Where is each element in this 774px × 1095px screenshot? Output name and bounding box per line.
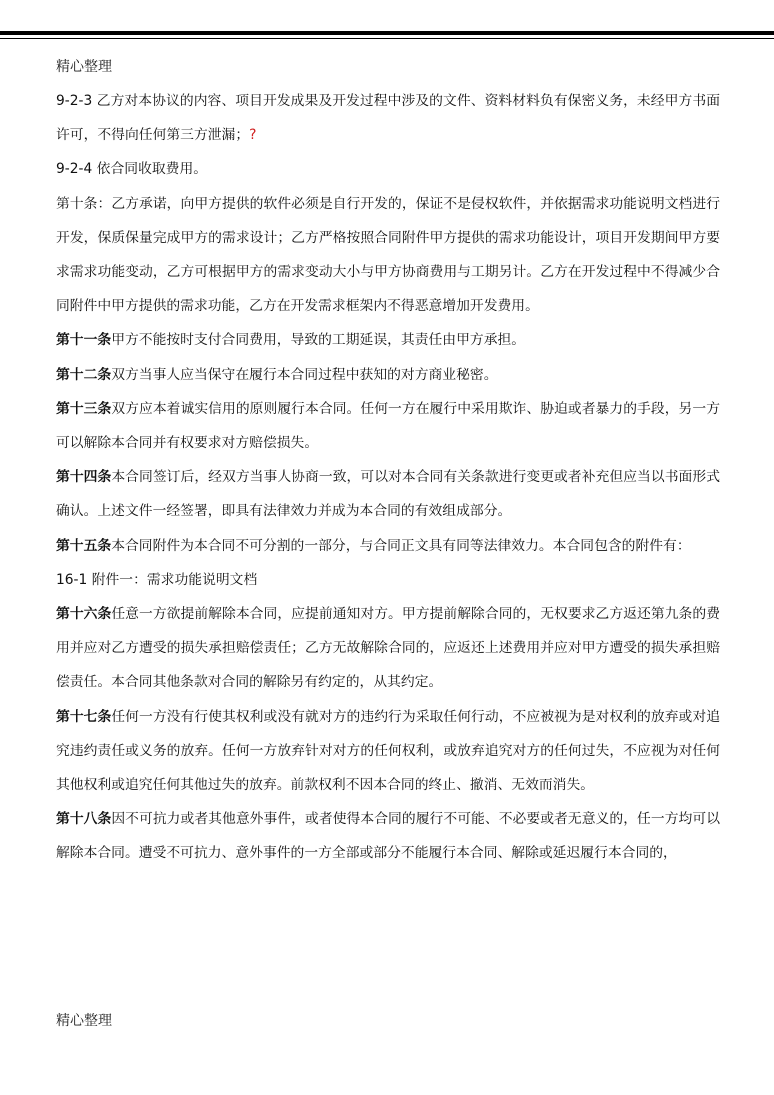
- paragraph-text: 9-2-3 乙方对本协议的内容、项目开发成果及开发过程中涉及的文件、资料材料负有保密义务，未经甲方书面许可，不得向任何第三方泄漏；: [56, 93, 720, 144]
- paragraph-text: 本合同附件为本合同不可分割的一部分，与合同正文具有同等法律效力。本合同包含的附件有：: [111, 537, 691, 554]
- clause-lead: 第十六条: [56, 606, 112, 623]
- paragraph-clause-17: [56, 700, 720, 803]
- paragraph-clause-14: [56, 460, 720, 528]
- paragraph-text: 9-2-4 依合同收取费用。: [56, 161, 208, 178]
- document-body: [56, 84, 720, 871]
- clause-lead: 第十二条: [56, 366, 112, 383]
- paragraph-16-1: [56, 563, 720, 597]
- header-rule-thin: [0, 38, 774, 39]
- clause-lead: 第十三条: [56, 400, 112, 417]
- paragraph-clause-15: [56, 529, 720, 563]
- paragraph-clause-18: [56, 802, 720, 870]
- paragraph-clause-10: [56, 187, 720, 324]
- header-rule-thick: [0, 31, 774, 35]
- paragraph-clause-12: [56, 358, 720, 392]
- clause-lead: 第十八条: [56, 811, 112, 828]
- paragraph-text: 16-1 附件一：需求功能说明文档: [56, 571, 258, 588]
- header-label: 精心整理: [56, 59, 112, 75]
- paragraph-text: 任意一方欲提前解除本合同，应提前通知对方。甲方提前解除合同的，无权要求乙方返还第九条的费用并应对乙方遭受的损失承担赔偿责任；乙方无故解除合同的，应返还上述费用并应对甲方遭受的损失承担赔偿责任。本合同其他条款对合同的解除另有约定的，从其约定。: [56, 606, 721, 691]
- paragraph-text: 双方当事人应当保守在履行本合同过程中获知的对方商业秘密。: [111, 366, 498, 383]
- paragraph-clause-11: [56, 323, 720, 357]
- paragraph-text: 本合同签订后，经双方当事人协商一致，可以对本合同有关条款进行变更或者补充但应当以书面形式确认。上述文件一经签署，即具有法律效力并成为本合同的有效组成部分。: [56, 469, 721, 520]
- clause-lead: 第十一条: [56, 332, 112, 349]
- clause-lead: 第十五条: [56, 537, 112, 554]
- clause-lead: 第十七条: [56, 708, 112, 725]
- paragraph-clause-16: [56, 597, 720, 700]
- clause-lead: 第十四条: [56, 469, 112, 486]
- paragraph-9-2-4: [56, 152, 720, 186]
- paragraph-text: 任何一方没有行使其权利或没有就对方的违约行为采取任何行动，不应被视为是对权利的放弃或对追究违约责任或义务的放弃。任何一方放弃针对对方的任何权利，或放弃追究对方的任何过失，不应视为对任何其他权利或追究任何其他过失的放弃。前款权利不因本合同的终止、撤消、无效而消失。: [56, 708, 721, 794]
- paragraph-9-2-3: [56, 84, 720, 152]
- question-mark: ?: [249, 127, 257, 144]
- paragraph-text: 双方应本着诚实信用的原则履行本合同。任何一方在履行中采用欺诈、胁迫或者暴力的手段，另一方可以解除本合同并有权要求对方赔偿损失。: [56, 400, 721, 452]
- paragraph-text: 因不可抗力或者其他意外事件，或者使得本合同的履行不可能、不必要或者无意义的，任一方均可以解除本合同。遭受不可抗力、意外事件的一方全部或部分不能履行本合同、解除或延迟履行本合同的，: [56, 811, 721, 862]
- paragraph-text: 甲方不能按时支付合同费用，导致的工期延误，其责任由甲方承担。: [111, 332, 526, 349]
- paragraph-text: 第十条：乙方承诺，向甲方提供的软件必须是自行开发的，保证不是侵权软件，并依据需求功能说明文档进行开发，保质保量完成甲方的需求设计；乙方严格按照合同附件甲方提供的需求功能设计，项目开发期间甲方要求需求功能变动，乙方可根据甲方的需求变动大小与甲方协商费用与工期另计。乙方在开发过程中不得减少合同附件中甲方提供的需求功能，乙方在开发需求框架内不得恶意增加开发费用。: [56, 195, 720, 315]
- footer-label: 精心整理: [56, 1013, 112, 1029]
- paragraph-clause-13: [56, 392, 720, 460]
